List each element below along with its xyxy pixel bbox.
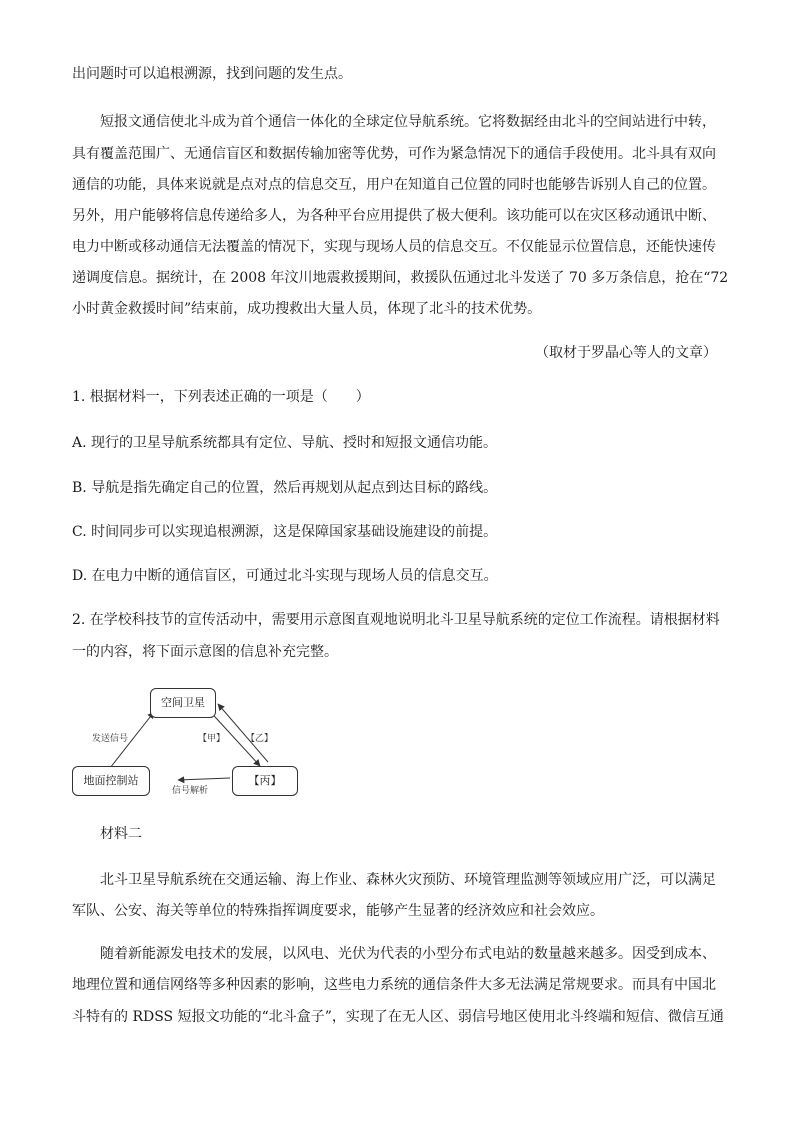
signal-parse-label: 信号解析 [172,786,209,796]
paragraph-line: 地理位置和通信网络等多种因素的影响，这些电力系统的通信条件大多无法满足常规要求。而具有中国北 [72,977,716,993]
satellite-box: 空间卫星 [150,688,216,718]
paragraph-line: 小时黄金救援时间”结束前，成功搜救出大量人员，体现了北斗的技术优势。 [72,301,542,317]
paragraph-line: 军队、公安、海关等单位的特殊指挥调度要求，能够产生显著的经济效应和社会效应。 [72,903,604,919]
material-2-heading: 材料二 [100,826,142,842]
paragraph-line: 出问题时可以追根溯源，找到问题的发生点。 [72,66,352,82]
send-signal-label: 发送信号 [92,734,129,744]
source-citation: （取材于罗晶心等人的文章） [535,345,717,361]
arrow-parse [178,778,230,780]
arrow-yi [218,704,268,762]
positioning-flow-diagram [70,686,302,800]
paragraph-line: 北斗卫星导航系统在交通运输、海上作业、森林火灾预防、环境管理监测等领域应用广泛，可以满足 [100,872,716,888]
paragraph-line: 具有覆盖范围广、无通信盲区和数据传输加密等优势，可作为紧急情况下的通信手段使用。北斗具有双向 [72,146,716,162]
question-2-line: 2. 在学校科技节的宣传活动中，需要用示意图直观地说明北斗卫星导航系统的定位工作流程。请根据材料 [72,612,720,628]
paragraph-line: 递调度信息。据统计，在 2008 年汶川地震救援期间，救援队伍通过北斗发送了 70 多万条信息，抢在“72 [72,270,729,286]
paragraph-line: 通信的功能，具体来说就是点对点的信息交互，用户在知道自己位置的同时也能够告诉别人自己的位置。 [72,177,716,193]
ground-station-box: 地面控制站 [72,766,150,796]
paragraph-line: 斗特有的 RDSS 短报文功能的“北斗盒子”，实现了在无人区、弱信号地区使用北斗终端和短信、微信互通 [72,1009,724,1025]
option-a: A. 现行的卫星导航系统都具有定位、导航、授时和短报文通信功能。 [72,435,498,451]
paragraph-line: 短报文通信使北斗成为首个通信一体化的全球定位导航系统。它将数据经由北斗的空间站进行中转， [100,114,716,130]
option-b: B. 导航是指先确定自己的位置，然后再规划从起点到达目标的路线。 [72,480,498,496]
paragraph-line: 电力中断或移动通信无法覆盖的情况下，实现与现场人员的信息交互。不仅能显示位置信息，还能快速传 [72,239,716,255]
question-2-line: 一的内容，将下面示意图的信息补充完整。 [72,644,338,660]
yi-label: 【乙】 [246,734,274,744]
question-1-stem: 1. 根据材料一，下列表述正确的一项是（ ） [72,389,370,405]
paragraph-line: 随着新能源发电技术的发展，以风电、光伏为代表的小型分布式电站的数量越来越多。因受到成本、 [100,946,716,962]
jia-label: 【甲】 [198,734,226,744]
bing-box: 【丙】 [232,766,298,796]
paragraph-line: 另外，用户能够将信息传递给多人，为各种平台应用提供了极大便利。该功能可以在灾区移动通讯中断、 [72,208,716,224]
option-c: C. 时间同步可以实现追根溯源，这是保障国家基础设施建设的前提。 [72,524,498,540]
option-d: D. 在电力中断的通信盲区，可通过北斗实现与现场人员的信息交互。 [72,568,498,584]
